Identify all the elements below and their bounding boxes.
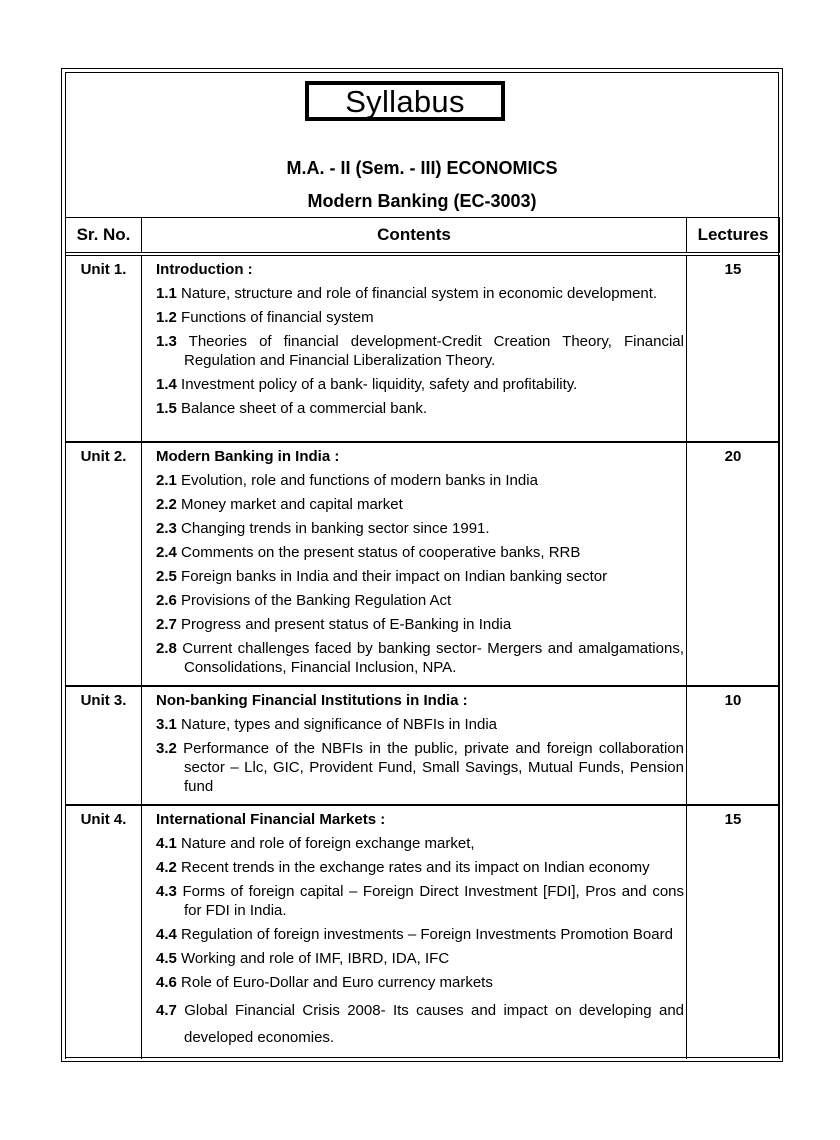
syllabus-page bbox=[61, 68, 783, 1062]
topic-text: Recent trends in the exchange rates and its impact on Indian economy bbox=[181, 859, 650, 876]
unit-title: International Financial Markets : bbox=[156, 811, 386, 828]
topic-text: Provisions of the Banking Regulation Act bbox=[181, 592, 452, 609]
topic-item bbox=[156, 375, 684, 394]
topic-number: 4.4 bbox=[156, 926, 177, 943]
topic-text: Evolution, role and functions of modern banks in India bbox=[181, 472, 538, 489]
topic-item bbox=[156, 308, 684, 327]
topic-text: Nature, types and significance of NBFIs in India bbox=[181, 716, 498, 733]
topic-item bbox=[156, 543, 684, 562]
topic-number: 3.2 bbox=[156, 740, 177, 757]
topic-item bbox=[156, 332, 684, 370]
topic-item bbox=[156, 997, 684, 1051]
syllabus-table-wrap bbox=[65, 217, 779, 1058]
unit-title: Introduction : bbox=[156, 261, 253, 278]
lecture-count: 20 bbox=[687, 442, 780, 686]
topic-text: Nature and role of foreign exchange market, bbox=[181, 835, 475, 852]
topic-number: 2.2 bbox=[156, 496, 177, 513]
topic-text: Progress and present status of E-Banking in India bbox=[181, 616, 512, 633]
topic-number: 2.1 bbox=[156, 472, 177, 489]
unit-contents bbox=[142, 442, 687, 686]
topic-text: Global Financial Crisis 2008- Its causes and impact on developing and developed economies. bbox=[184, 1002, 684, 1046]
unit-number: Unit 1. bbox=[66, 254, 142, 442]
topic-text: Balance sheet of a commercial bank. bbox=[181, 400, 427, 417]
topic-number: 2.7 bbox=[156, 616, 177, 633]
table-row-unit-4 bbox=[66, 805, 780, 1059]
table-row-unit-1 bbox=[66, 254, 780, 442]
topic-number: 1.4 bbox=[156, 376, 177, 393]
table-row-unit-2 bbox=[66, 442, 780, 686]
topic-number: 4.2 bbox=[156, 859, 177, 876]
topic-text: Foreign banks in India and their impact on Indian banking sector bbox=[181, 568, 608, 585]
topic-text: Changing trends in banking sector since 1991. bbox=[181, 520, 490, 537]
lecture-count: 15 bbox=[687, 254, 780, 442]
topic-item bbox=[156, 715, 684, 734]
topic-text: Performance of the NBFIs in the public, private and foreign collaboration sector – Llc, GIC, Provident Fund, Small Savings, Mutual Funds, Pension fund bbox=[183, 740, 684, 795]
topic-item bbox=[156, 284, 684, 303]
topic-number: 2.8 bbox=[156, 640, 177, 657]
topic-item bbox=[156, 615, 684, 634]
course-title: M.A. - II (Sem. - III) ECONOMICS bbox=[286, 158, 558, 178]
topic-item bbox=[156, 858, 684, 877]
topic-number: 4.1 bbox=[156, 835, 177, 852]
lecture-count: 10 bbox=[687, 686, 780, 805]
column-header-lectures: Lectures bbox=[687, 218, 780, 255]
topic-text: Theories of financial development-Credit Creation Theory, Financial Regulation and Financial Liberalization Theory. bbox=[184, 333, 684, 369]
topic-number: 2.3 bbox=[156, 520, 177, 537]
column-header-sr-no: Sr. No. bbox=[66, 218, 142, 255]
topic-number: 1.3 bbox=[156, 333, 177, 350]
topic-number: 4.7 bbox=[156, 1002, 177, 1019]
topic-number: 1.1 bbox=[156, 285, 177, 302]
topic-number: 2.6 bbox=[156, 592, 177, 609]
topic-item bbox=[156, 519, 684, 538]
topic-text: Role of Euro-Dollar and Euro currency markets bbox=[181, 974, 493, 991]
topic-text: Current challenges faced by banking sector- Mergers and amalgamations, Consolidations, Financial Inclusion, NPA. bbox=[182, 640, 684, 676]
syllabus-title: Syllabus bbox=[345, 83, 465, 119]
unit-contents bbox=[142, 686, 687, 805]
topic-number: 2.5 bbox=[156, 568, 177, 585]
topic-item bbox=[156, 591, 684, 610]
unit-number: Unit 4. bbox=[66, 805, 142, 1059]
topic-number: 3.1 bbox=[156, 716, 177, 733]
unit-contents bbox=[142, 805, 687, 1059]
table-row-unit-3 bbox=[66, 686, 780, 805]
topic-item bbox=[156, 925, 684, 944]
topic-number: 1.2 bbox=[156, 309, 177, 326]
lecture-count: 15 bbox=[687, 805, 780, 1059]
topic-item bbox=[156, 834, 684, 853]
topic-text: Money market and capital market bbox=[181, 496, 403, 513]
column-header-contents: Contents bbox=[142, 218, 687, 255]
topic-number: 1.5 bbox=[156, 400, 177, 417]
syllabus-table bbox=[65, 217, 780, 1059]
topic-item bbox=[156, 567, 684, 586]
table-header-row bbox=[66, 218, 780, 255]
topic-text: Investment policy of a bank- liquidity, safety and profitability. bbox=[181, 376, 578, 393]
topic-item bbox=[156, 973, 684, 992]
topic-item bbox=[156, 882, 684, 920]
topic-item bbox=[156, 639, 684, 677]
topic-text: Forms of foreign capital – Foreign Direct Investment [FDI], Pros and cons for FDI in India. bbox=[182, 883, 685, 919]
topic-item bbox=[156, 739, 684, 796]
topic-number: 4.6 bbox=[156, 974, 177, 991]
unit-title: Non-banking Financial Institutions in India : bbox=[156, 692, 468, 709]
topic-text: Comments on the present status of cooperative banks, RRB bbox=[181, 544, 581, 561]
unit-contents bbox=[142, 254, 687, 442]
topic-text: Functions of financial system bbox=[181, 309, 374, 326]
topic-item bbox=[156, 471, 684, 490]
subject-title: Modern Banking (EC-3003) bbox=[307, 191, 537, 211]
topic-text: Working and role of IMF, IBRD, IDA, IFC bbox=[181, 950, 450, 967]
syllabus-title-box bbox=[305, 81, 505, 121]
topic-number: 4.3 bbox=[156, 883, 177, 900]
topic-item bbox=[156, 399, 684, 418]
topic-number: 4.5 bbox=[156, 950, 177, 967]
unit-number: Unit 2. bbox=[66, 442, 142, 686]
topic-text: Nature, structure and role of financial system in economic development. bbox=[181, 285, 658, 302]
unit-title: Modern Banking in India : bbox=[156, 448, 340, 465]
unit-number: Unit 3. bbox=[66, 686, 142, 805]
page-inner-border bbox=[65, 72, 779, 1058]
topic-item bbox=[156, 949, 684, 968]
topic-text: Regulation of foreign investments – Foreign Investments Promotion Board bbox=[181, 926, 673, 943]
topic-number: 2.4 bbox=[156, 544, 177, 561]
topic-item bbox=[156, 495, 684, 514]
